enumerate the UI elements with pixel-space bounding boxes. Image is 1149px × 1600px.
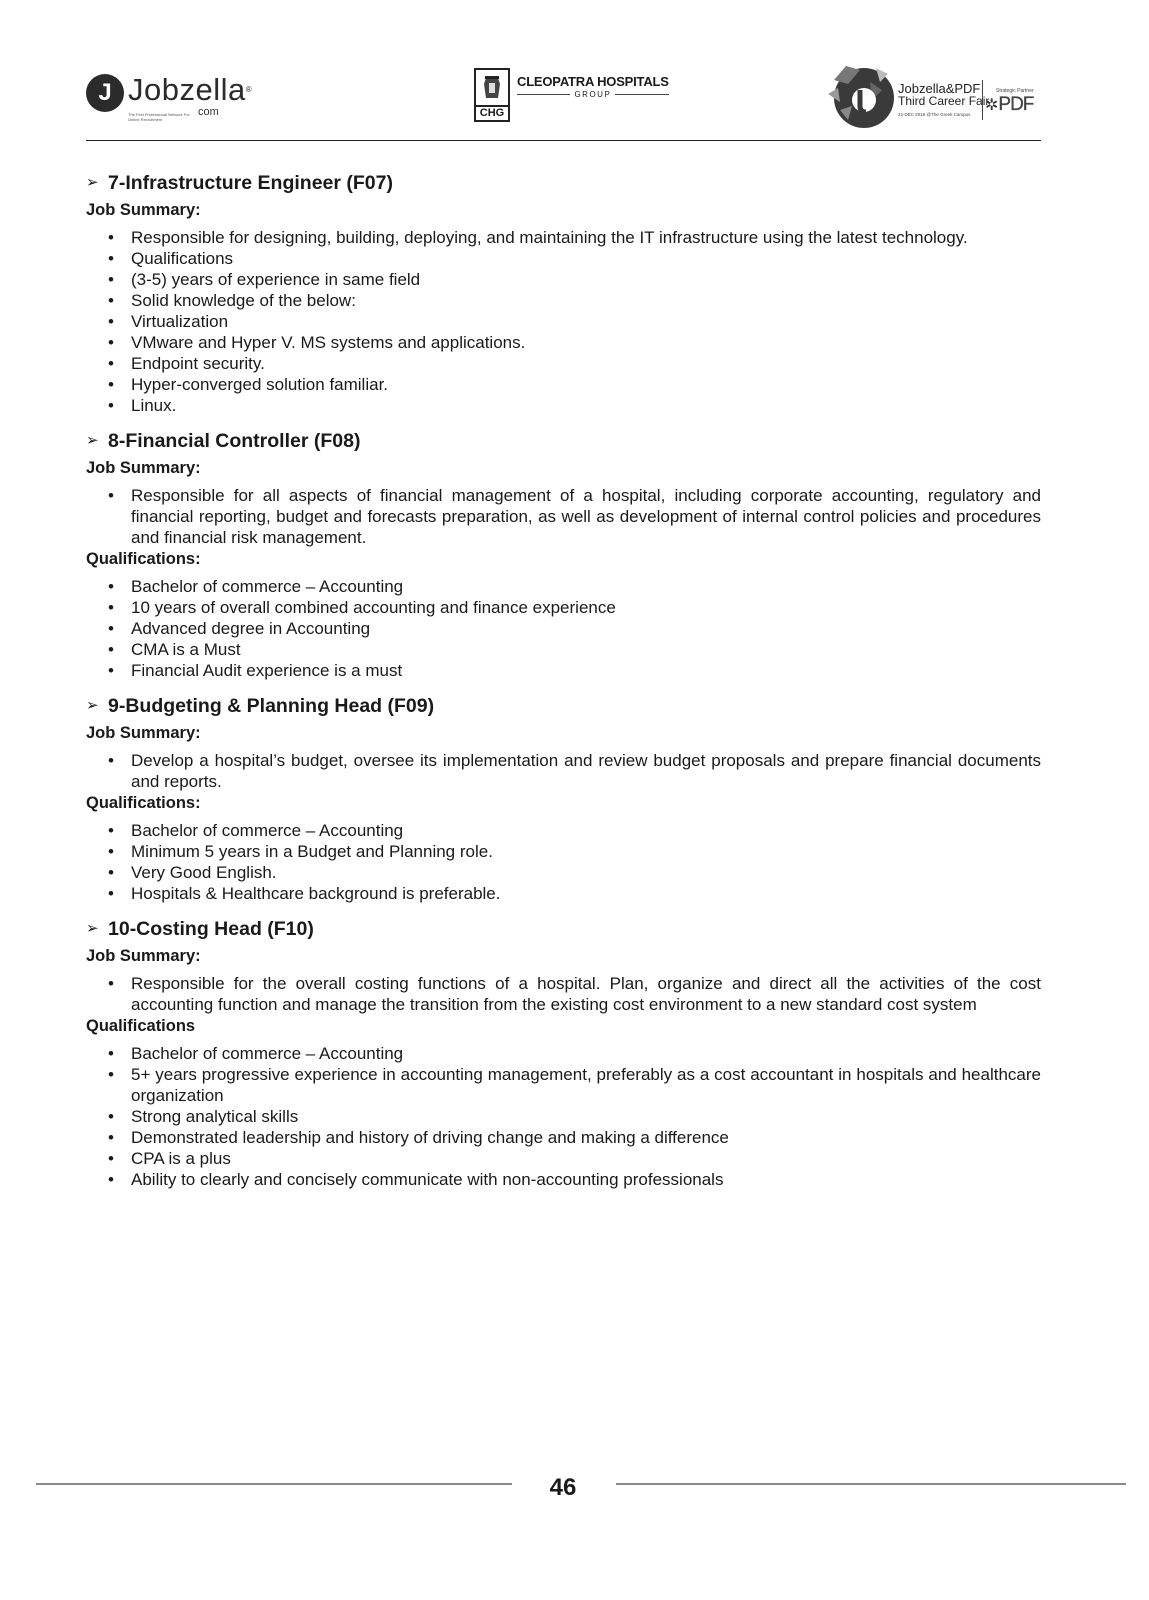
arrow-bullet-icon: ➢: [86, 920, 99, 937]
qualifications-label: Qualifications:: [86, 550, 201, 568]
pharaoh-head-icon: [482, 74, 502, 102]
job-section-f07: [86, 170, 1041, 416]
list-item: • Financial Audit experience is a must: [86, 660, 1041, 681]
job-summary-label: Job Summary:: [86, 724, 201, 742]
footer-rule-right: [616, 1483, 1126, 1485]
list-item: • Advanced degree in Accounting: [86, 618, 1041, 639]
list-item: • VMware and Hyper V. MS systems and applications.: [86, 332, 1041, 353]
jobzella-tagline: The First Professional Network For Online Recruitment: [128, 112, 190, 122]
footer-rule-left: [36, 1483, 512, 1485]
list-item: • Hospitals & Healthcare background is preferable.: [86, 883, 1041, 904]
jobzella-mark-icon: J: [86, 74, 124, 112]
job-title: [86, 428, 1041, 454]
list-item: • 10 years of overall combined accounting and finance experience: [86, 597, 1041, 618]
job-section-f10: [86, 916, 1041, 1190]
list-item: • Virtualization: [86, 311, 1041, 332]
job-summary-list: [86, 485, 1041, 548]
jobzella-name: Jobzella: [128, 72, 246, 107]
list-item: • Very Good English.: [86, 862, 1041, 883]
list-item: • CMA is a Must: [86, 639, 1041, 660]
chg-group: GROUP: [574, 90, 612, 99]
page-header: [86, 60, 1041, 142]
job-summary-label: Job Summary:: [86, 459, 201, 477]
list-item: • Responsible for designing, building, deploying, and maintaining the IT infrastructure using the latest technology.: [86, 227, 1041, 248]
list-item: • CPA is a plus: [86, 1148, 1041, 1169]
job-title-text: 10-Costing Head (F10): [108, 918, 314, 940]
strategic-partner-label: Strategic Partner: [996, 88, 1034, 94]
qualifications-list: [86, 1043, 1041, 1190]
list-item: • Ability to clearly and concisely communicate with non-accounting professionals: [86, 1169, 1041, 1190]
arrow-bullet-icon: ➢: [86, 174, 99, 191]
list-item: • Hyper-converged solution familiar.: [86, 374, 1041, 395]
job-title-text: 9-Budgeting & Planning Head (F09): [108, 695, 435, 717]
list-item: • 5+ years progressive experience in accounting management, preferably as a cost accountant in hospitals and healthcare organization: [86, 1064, 1041, 1106]
qualifications-list: [86, 576, 1041, 681]
list-item: • Demonstrated leadership and history of driving change and making a difference: [86, 1127, 1041, 1148]
jobzella-registered: ®: [245, 85, 253, 94]
fair-subtitle: Third Career Fair: [898, 94, 990, 108]
list-item: • Strong analytical skills: [86, 1106, 1041, 1127]
pdf-star-icon: ✲: [985, 97, 999, 114]
list-item: • Responsible for all aspects of financial management of a hospital, including corporate accounting, regulatory and financial reporting, budget and forecasts preparation, as well as development of internal control policies and procedures and financial risk management.: [86, 485, 1041, 548]
header-divider: [86, 140, 1041, 141]
list-item: • Bachelor of commerce – Accounting: [86, 576, 1041, 597]
jobzella-com: com: [198, 106, 219, 118]
list-item: • Qualifications: [86, 248, 1041, 269]
list-item: • Solid knowledge of the below:: [86, 290, 1041, 311]
job-title-text: 7-Infrastructure Engineer (F07): [108, 172, 393, 194]
job-title: [86, 693, 1041, 719]
list-item: • Endpoint security.: [86, 353, 1041, 374]
job-summary-list: [86, 973, 1041, 1015]
qualifications-label: Qualifications: [86, 1017, 196, 1035]
job-summary-list: [86, 227, 1041, 416]
qualifications-list: [86, 820, 1041, 904]
job-title-text: 8-Financial Controller (F08): [108, 430, 361, 452]
list-item: • Linux.: [86, 395, 1041, 416]
chg-abbr: CHG: [476, 105, 508, 120]
job-title: [86, 916, 1041, 942]
fair-date: 22-DEC 2018 @The Greek Campus: [898, 112, 971, 117]
list-item: • Minimum 5 years in a Budget and Planning role.: [86, 841, 1041, 862]
list-item: • Bachelor of commerce – Accounting: [86, 1043, 1041, 1064]
chg-emblem: [474, 68, 510, 122]
list-item: • Bachelor of commerce – Accounting: [86, 820, 1041, 841]
pdf-name: PDF: [998, 94, 1034, 115]
cleopatra-hospitals-logo: [474, 68, 669, 122]
job-listings: [86, 170, 1041, 1202]
logo-divider: [982, 80, 983, 120]
globe-mosaic-icon: [826, 60, 896, 134]
job-title: [86, 170, 1041, 196]
arrow-bullet-icon: ➢: [86, 697, 99, 714]
job-section-f09: [86, 693, 1041, 904]
page-number: 46: [549, 1474, 577, 1501]
list-item: • Develop a hospital’s budget, oversee its implementation and review budget proposals and prepare financial documents and reports.: [86, 750, 1041, 792]
chg-name: CLEOPATRA HOSPITALS: [517, 74, 669, 89]
job-section-f08: [86, 428, 1041, 681]
job-summary-label: Job Summary:: [86, 947, 201, 965]
arrow-bullet-icon: ➢: [86, 432, 99, 449]
list-item: • Responsible for the overall costing functions of a hospital. Plan, organize and direct all the activities of the cost accounting function and manage the transition from the existing cost environment to a new standard cost system: [86, 973, 1041, 1015]
jobzella-logo: [86, 72, 252, 122]
qualifications-label: Qualifications:: [86, 794, 201, 812]
fair-title: Jobzella&PDF: [898, 81, 981, 96]
job-summary-label: Job Summary:: [86, 201, 201, 219]
pdf-logo: [985, 94, 1033, 116]
list-item: • (3-5) years of experience in same field: [86, 269, 1041, 290]
job-summary-list: [86, 750, 1041, 792]
career-fair-logo: [826, 60, 1041, 134]
